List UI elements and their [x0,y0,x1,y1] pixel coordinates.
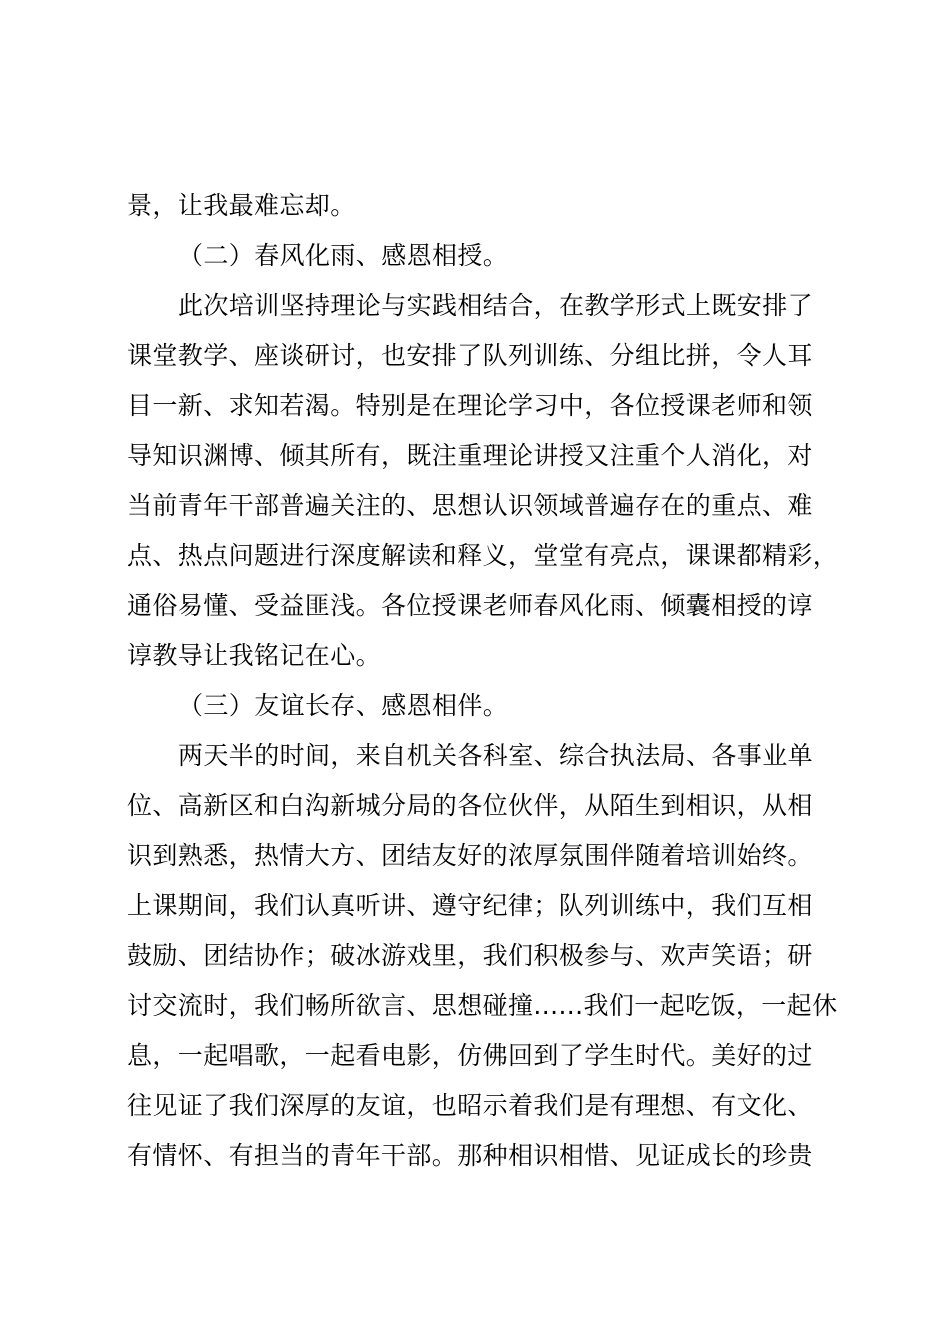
text-line: 当前青年干部普遍关注的、思想认识领域普遍存在的重点、难 [127,491,813,520]
text-line: 位、高新区和白沟新城分局的各位伙伴，从陌生到相识，从相 [127,791,813,820]
text-line: 识到熟悉，热情大方、团结友好的浓厚氛围伴随着培训始终。 [127,841,813,870]
text-line: 鼓励、团结协作；破冰游戏里，我们积极参与、欢声笑语；研 [127,941,813,970]
text-line: 通俗易懂、受益匪浅。各位授课老师春风化雨、倾囊相授的谆 [127,591,813,620]
text-line: 谆教导让我铭记在心。 [127,641,382,670]
text-line: 两天半的时间，来自机关各科室、综合执法局、各事业单 [178,741,814,770]
text-line: 景，让我最难忘却。 [127,191,356,220]
text-line: 往见证了我们深厚的友谊，也昭示着我们是有理想、有文化、 [127,1091,813,1120]
text-line: 点、热点问题进行深度解读和释义，堂堂有亮点，课课都精彩， [127,541,839,570]
section-heading-two: （二）春风化雨、感恩相授。 [178,241,509,270]
text-line: 息，一起唱歌，一起看电影，仿佛回到了学生时代。美好的过 [127,1041,813,1070]
section-heading-three: （三）友谊长存、感恩相伴。 [178,691,509,720]
text-line: 课堂教学、座谈研讨，也安排了队列训练、分组比拼，令人耳 [127,341,813,370]
text-line: 导知识渊博、倾其所有，既注重理论讲授又注重个人消化，对 [127,441,813,470]
text-line: 上课期间，我们认真听讲、遵守纪律；队列训练中，我们互相 [127,891,813,920]
text-line: 讨交流时，我们畅所欲言、思想碰撞......我们一起吃饭，一起休 [127,991,838,1020]
text-line: 有情怀、有担当的青年干部。那种相识相惜、见证成长的珍贵 [127,1141,813,1170]
text-line: 目一新、求知若渴。特别是在理论学习中，各位授课老师和领 [127,391,813,420]
text-line: 此次培训坚持理论与实践相结合，在教学形式上既安排了 [178,291,814,320]
